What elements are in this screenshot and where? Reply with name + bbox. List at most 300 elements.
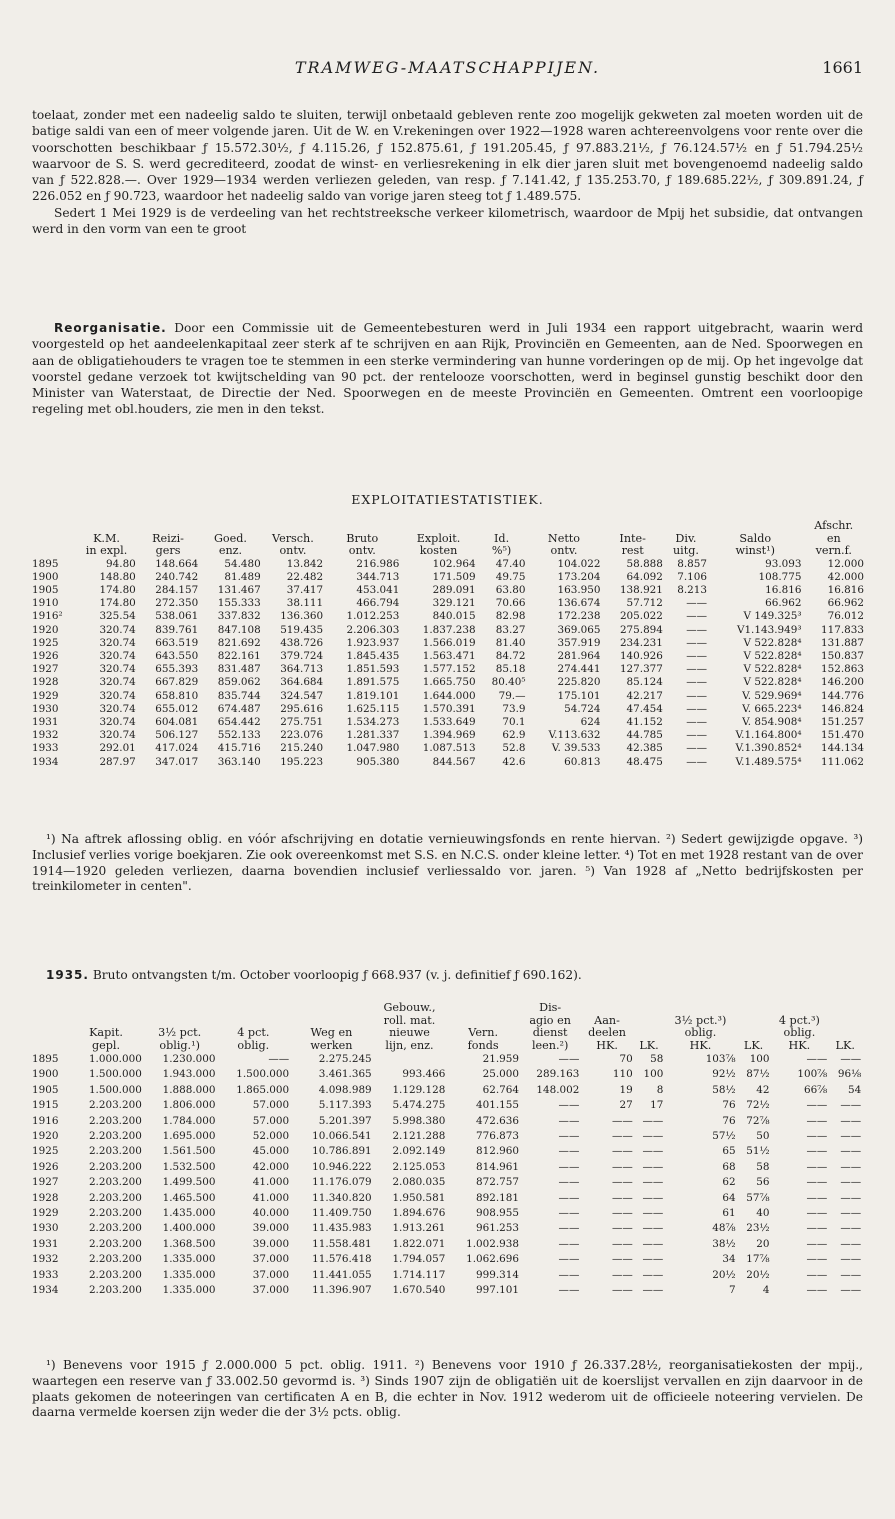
table-cell: 79.— bbox=[498, 689, 526, 702]
table-cell: 151.470 bbox=[821, 729, 864, 742]
table-cell: —— bbox=[840, 1145, 862, 1158]
table-cell: V 522.828⁴ bbox=[743, 663, 802, 676]
table-cell: 1.665.750 bbox=[422, 676, 476, 689]
table-cell: —— bbox=[642, 1222, 664, 1235]
column-header: LK. bbox=[743, 1038, 764, 1052]
table-cell: 844.567 bbox=[432, 755, 476, 768]
exploitation-statistics-table bbox=[31, 520, 865, 769]
table-cell: 52.000 bbox=[252, 1130, 290, 1143]
table-cell: 151.257 bbox=[821, 715, 864, 728]
table-cell: 51½ bbox=[746, 1145, 770, 1158]
table-cell: 155.333 bbox=[217, 597, 261, 610]
table-cell: 225.820 bbox=[557, 676, 601, 689]
table-cell: 37.000 bbox=[252, 1284, 290, 1297]
table-cell: 8 bbox=[656, 1083, 664, 1096]
column-header bbox=[290, 1002, 373, 1015]
table-cell: V1.143.949³ bbox=[736, 623, 802, 636]
year-cell: 1931 bbox=[32, 715, 59, 728]
table-cell: 66.962 bbox=[765, 597, 802, 610]
table-cell: —— bbox=[806, 1284, 828, 1297]
column-header bbox=[828, 1027, 862, 1040]
table-cell: 5.201.397 bbox=[318, 1114, 372, 1127]
table-cell: 325.54 bbox=[99, 610, 136, 623]
table-cell: 42.000 bbox=[827, 570, 864, 583]
table-cell: 140.926 bbox=[619, 649, 663, 662]
capital-footnotes: ¹) Benevens voor 1915 ƒ 2.000.000 5 pct. oblig. 1911. ²) Benevens voor 1910 ƒ 26.337.28½, reorganisatiekosten der mpij., waartegen een reserve van ƒ 33.002.50 gevormd is. ³) Sinds 1907 zijn de obligatiën uit de koerslijst vervallen en zijn daarvoor in de plaats gekomen de noteeringen van certificaten A en B, die echter in Nov. 1912 wederom uit de officieele noteering vervielen. De daarna vermelde koersen zijn weder die der 3½ pcts. oblig. bbox=[32, 1358, 863, 1420]
table-cell: 1.335.000 bbox=[162, 1268, 216, 1281]
intro-paragraph-2: Sedert 1 Mei 1929 is de verdeeling van het rechtstreeksche verkeer kilometrisch, waardoor de Mpij het subsidie, dat ontvangen werd in den vorm van een te groot bbox=[32, 205, 863, 237]
year-cell: 1926 bbox=[32, 1160, 59, 1173]
column-header: HK. bbox=[689, 1038, 712, 1052]
table-cell: 272.350 bbox=[155, 597, 199, 610]
table-cell: 92½ bbox=[712, 1068, 736, 1081]
table-cell: 66.962 bbox=[827, 597, 864, 610]
table-cell: 20 bbox=[756, 1237, 770, 1250]
table-cell: 70.66 bbox=[495, 597, 526, 610]
table-cell: 22.482 bbox=[286, 570, 324, 583]
table-cell: 20½ bbox=[712, 1268, 736, 1281]
table-cell: 82.98 bbox=[495, 610, 526, 623]
table-cell: —— bbox=[840, 1130, 862, 1143]
column-header bbox=[31, 1002, 69, 1015]
table-cell: 11.176.079 bbox=[312, 1176, 372, 1189]
table-cell: 538.061 bbox=[155, 610, 199, 623]
table-cell: 10.786.891 bbox=[312, 1145, 372, 1158]
table-cell: 324.547 bbox=[280, 689, 324, 702]
table-cell: V.1.489.575⁴ bbox=[735, 755, 802, 768]
table-cell: 363.140 bbox=[217, 755, 261, 768]
table-cell: 2.275.245 bbox=[318, 1053, 372, 1065]
year-cell: 1929 bbox=[32, 1207, 59, 1220]
table-cell: 519.435 bbox=[280, 623, 324, 636]
table-cell: —— bbox=[611, 1237, 633, 1250]
table-cell: 44.785 bbox=[626, 729, 663, 742]
table-cell: —— bbox=[558, 1268, 580, 1281]
table-cell: 2.203.200 bbox=[88, 1114, 142, 1127]
table-cell: 552.133 bbox=[217, 729, 261, 742]
table-cell: 822.161 bbox=[217, 649, 261, 662]
table-cell: 103⅞ bbox=[705, 1053, 736, 1065]
table-cell: 57.000 bbox=[252, 1114, 290, 1127]
table-cell: 38.111 bbox=[286, 597, 324, 610]
table-cell: 8.213 bbox=[677, 583, 707, 596]
table-row bbox=[31, 571, 865, 584]
year-cell: 1920 bbox=[32, 1130, 59, 1143]
table-cell: 40 bbox=[756, 1207, 770, 1220]
table-cell: 1.000.000 bbox=[88, 1053, 142, 1065]
note-1935-text: Bruto ontvangsten t/m. October voorloopig ƒ 668.937 (v. j. definitief ƒ 690.162). bbox=[92, 968, 582, 982]
column-header: Versch. bbox=[272, 531, 314, 545]
column-header bbox=[137, 520, 199, 533]
table-cell: 1.047.980 bbox=[346, 742, 400, 755]
table-cell: 81.489 bbox=[224, 570, 261, 583]
column-header bbox=[262, 520, 324, 533]
column-header bbox=[69, 1002, 143, 1015]
table-cell: 11.435.983 bbox=[312, 1222, 372, 1235]
table-cell: 144.134 bbox=[821, 742, 864, 755]
table-cell: 329.121 bbox=[432, 597, 476, 610]
table-cell: —— bbox=[840, 1207, 862, 1220]
column-header: Weg en bbox=[310, 1026, 353, 1039]
capital-header-row bbox=[31, 1002, 865, 1015]
column-header: roll. mat. bbox=[383, 1013, 436, 1027]
table-cell: 62.764 bbox=[482, 1083, 519, 1096]
table-cell: 42.6 bbox=[502, 755, 526, 768]
table-cell: 1.563.471 bbox=[422, 649, 476, 662]
column-header: werken bbox=[310, 1038, 353, 1052]
table-row bbox=[31, 756, 865, 769]
table-cell: 1.002.938 bbox=[466, 1237, 519, 1250]
table-cell: 2.203.200 bbox=[88, 1145, 142, 1158]
table-cell: —— bbox=[806, 1176, 828, 1189]
table-cell: —— bbox=[611, 1284, 633, 1297]
table-cell: —— bbox=[611, 1130, 633, 1143]
table-cell: 604.081 bbox=[155, 715, 199, 728]
table-cell: —— bbox=[642, 1253, 664, 1266]
table-row bbox=[31, 597, 865, 610]
table-cell: —— bbox=[558, 1114, 580, 1127]
table-cell: 127.377 bbox=[619, 663, 663, 676]
table-cell: 87½ bbox=[746, 1068, 770, 1081]
table-cell: 1.644.000 bbox=[422, 689, 476, 702]
table-row bbox=[31, 1052, 865, 1067]
running-header bbox=[0, 58, 895, 82]
table-cell: 812.960 bbox=[476, 1145, 519, 1158]
table-cell: —— bbox=[840, 1191, 862, 1204]
table-row bbox=[31, 1252, 865, 1267]
table-cell: 76 bbox=[722, 1099, 736, 1112]
page-number: 1661 bbox=[822, 58, 863, 77]
table-cell: —— bbox=[686, 663, 707, 676]
table-cell: —— bbox=[840, 1099, 862, 1112]
table-row bbox=[31, 1175, 865, 1190]
table-cell: 908.955 bbox=[476, 1207, 519, 1220]
table-cell: 37.417 bbox=[286, 583, 324, 596]
table-cell: 655.012 bbox=[155, 702, 199, 715]
table-cell: 148.80 bbox=[99, 570, 136, 583]
table-cell: —— bbox=[840, 1222, 862, 1235]
table-row bbox=[31, 1237, 865, 1252]
table-cell: —— bbox=[806, 1191, 828, 1204]
table-cell: 57.712 bbox=[626, 597, 663, 610]
table-cell: 144.776 bbox=[821, 689, 864, 702]
column-header bbox=[31, 1015, 69, 1028]
table-cell: 54.480 bbox=[224, 557, 261, 570]
table-cell: 117.833 bbox=[821, 623, 864, 636]
table-cell: 12.000 bbox=[827, 557, 864, 570]
column-header: HK. bbox=[788, 1038, 811, 1052]
table-cell: 54.724 bbox=[564, 702, 601, 715]
table-cell: 17 bbox=[650, 1099, 664, 1112]
table-cell: 96⅛ bbox=[837, 1068, 862, 1081]
column-header: 4 pct. bbox=[237, 1026, 270, 1039]
table-cell: 42.217 bbox=[626, 689, 663, 702]
table-row bbox=[31, 1067, 865, 1082]
table-cell: 13.842 bbox=[286, 557, 324, 570]
table-cell: 1.561.500 bbox=[162, 1145, 216, 1158]
year-cell: 1933 bbox=[32, 742, 59, 755]
table-cell: 10.066.541 bbox=[312, 1130, 372, 1143]
year-cell: 1926 bbox=[32, 649, 59, 662]
table-cell: 57.000 bbox=[252, 1099, 290, 1112]
table-cell: V 522.828⁴ bbox=[743, 649, 802, 662]
table-cell: 175.101 bbox=[557, 689, 601, 702]
column-header: leen.²) bbox=[531, 1038, 569, 1052]
table-cell: —— bbox=[642, 1145, 664, 1158]
reorganisation-heading: Reorganisatie. bbox=[54, 321, 167, 335]
table-cell: 42.385 bbox=[626, 742, 663, 755]
column-header: winst¹) bbox=[735, 544, 775, 557]
table-cell: 320.74 bbox=[99, 649, 136, 662]
table-cell: 52.8 bbox=[502, 742, 526, 755]
table-row bbox=[31, 1191, 865, 1206]
table-cell: 25.000 bbox=[482, 1068, 519, 1081]
table-cell: 320.74 bbox=[99, 689, 136, 702]
table-cell: V.1.164.800⁴ bbox=[735, 729, 802, 742]
year-cell: 1930 bbox=[32, 1222, 59, 1235]
table-cell: 76 bbox=[722, 1114, 736, 1127]
table-row bbox=[31, 610, 865, 623]
table-cell: —— bbox=[686, 636, 707, 649]
column-header: dienst bbox=[532, 1026, 568, 1039]
intro-section bbox=[32, 107, 863, 237]
table-cell: 41.000 bbox=[252, 1191, 290, 1204]
table-cell: —— bbox=[642, 1130, 664, 1143]
table-cell: 2.203.200 bbox=[88, 1160, 142, 1173]
table-cell: 438.726 bbox=[280, 636, 324, 649]
table-cell: 47.40 bbox=[495, 557, 526, 570]
column-header: kosten bbox=[419, 544, 458, 557]
table-cell: 379.724 bbox=[280, 649, 324, 662]
table-cell: 41.152 bbox=[626, 715, 663, 728]
table-cell: —— bbox=[558, 1222, 580, 1235]
column-header bbox=[31, 533, 76, 546]
table-cell: 173.204 bbox=[557, 570, 601, 583]
table-cell: —— bbox=[642, 1114, 664, 1127]
table-cell: —— bbox=[686, 715, 707, 728]
table-cell: 72½ bbox=[746, 1099, 770, 1112]
table-cell: 27 bbox=[619, 1099, 633, 1112]
capital-table bbox=[31, 1002, 865, 1299]
table-cell: —— bbox=[558, 1145, 580, 1158]
table-cell: 7.106 bbox=[677, 570, 707, 583]
table-cell: 320.74 bbox=[99, 676, 136, 689]
year-cell: 1930 bbox=[32, 702, 59, 715]
column-header bbox=[737, 1027, 771, 1040]
exploitation-footnotes: ¹) Na aftrek aflossing oblig. en vóór afschrijving en dotatie vernieuwingsfonds en rente hiervan. ²) Sedert gewijzigde opgave. ³) Inclusief verlies vorige boekjaren. Zie ook overeenkomst met S.S. en N.C.S. onder kleine letter. ⁴) Tot en met 1928 restant van de over 1914—1920 geleden verliezen, daarna bovendien inclusief verliessaldo vor. jaren. ⁵) Van 1928 af „Netto bedrijfskosten per treinkilometer in centen". bbox=[32, 832, 863, 894]
table-cell: 49.75 bbox=[495, 570, 526, 583]
table-cell: 1.894.676 bbox=[392, 1207, 446, 1220]
column-header: LK. bbox=[639, 1038, 659, 1052]
table-cell: 16.816 bbox=[765, 583, 802, 596]
table-cell: —— bbox=[686, 623, 707, 636]
year-cell: 1927 bbox=[32, 1176, 59, 1189]
year-cell: 1920 bbox=[32, 623, 59, 636]
year-cell: 1933 bbox=[32, 1268, 59, 1281]
column-header bbox=[400, 520, 476, 533]
table-cell: V 522.828⁴ bbox=[743, 636, 802, 649]
table-cell: —— bbox=[558, 1207, 580, 1220]
exploitation-table-title: EXPLOITATIESTATISTIEK. bbox=[351, 492, 544, 507]
table-cell: 2.203.200 bbox=[88, 1253, 142, 1266]
table-cell: —— bbox=[840, 1268, 862, 1281]
table-cell: 275.894 bbox=[619, 623, 663, 636]
column-header bbox=[862, 1040, 865, 1053]
year-cell: 1905 bbox=[32, 583, 59, 596]
table-cell: 85.124 bbox=[626, 676, 663, 689]
capital-header-row bbox=[31, 1040, 865, 1053]
column-header: Saldo bbox=[739, 531, 772, 545]
table-cell: 284.157 bbox=[155, 583, 199, 596]
table-cell: 1.923.937 bbox=[346, 636, 400, 649]
table-cell: —— bbox=[642, 1191, 664, 1204]
table-cell: —— bbox=[840, 1053, 862, 1065]
table-cell: 1.230.000 bbox=[162, 1053, 216, 1065]
table-row bbox=[31, 624, 865, 637]
table-cell: V.1.390.852⁴ bbox=[735, 742, 802, 755]
table-cell: —— bbox=[611, 1176, 633, 1189]
table-cell: 174.80 bbox=[99, 597, 136, 610]
table-cell: 42 bbox=[756, 1083, 770, 1096]
exploitation-header-row bbox=[31, 520, 865, 533]
column-header bbox=[143, 1002, 217, 1015]
table-cell: 415.716 bbox=[217, 742, 261, 755]
table-cell: 163.950 bbox=[557, 583, 601, 596]
year-cell: 1928 bbox=[32, 1191, 59, 1204]
column-header: Aan- bbox=[594, 1013, 620, 1027]
table-cell: 1.465.500 bbox=[162, 1191, 216, 1204]
table-cell: 2.203.200 bbox=[88, 1176, 142, 1189]
column-header bbox=[216, 1002, 290, 1015]
table-cell: 131.887 bbox=[821, 636, 864, 649]
table-row bbox=[31, 1098, 865, 1113]
column-header bbox=[664, 1002, 736, 1015]
table-cell: 240.742 bbox=[155, 570, 199, 583]
table-cell: 993.466 bbox=[402, 1068, 446, 1081]
table-cell: 54 bbox=[847, 1083, 862, 1096]
table-cell: 1.394.969 bbox=[422, 729, 476, 742]
table-cell: 1.499.500 bbox=[162, 1176, 216, 1189]
table-cell: V.113.632 bbox=[548, 729, 601, 742]
column-header bbox=[580, 1002, 633, 1015]
table-cell: —— bbox=[642, 1268, 664, 1281]
table-cell: —— bbox=[806, 1207, 828, 1220]
column-header bbox=[76, 520, 137, 533]
column-header: Vern. bbox=[468, 1026, 499, 1039]
table-cell: 70 bbox=[619, 1053, 633, 1065]
table-cell: 1.784.000 bbox=[162, 1114, 216, 1127]
column-header: ontv. bbox=[348, 544, 376, 557]
table-cell: 66⅞ bbox=[803, 1083, 828, 1096]
table-cell: —— bbox=[642, 1160, 664, 1173]
column-header bbox=[862, 1027, 865, 1040]
intro-paragraph: toelaat, zonder met een nadeelig saldo te sluiten, terwijl onbetaald gebleven rente zoo mogelijk gekweten zal moeten worden uit de batige saldi van een of meer volgende jaren. Uit de W. en V.rekeningen over 1922—1928 waren achtereenvolgens voor rente over die voorschotten beschikbaar ƒ 15.572.30½, ƒ 4.115.26, ƒ 152.875.61, ƒ 191.205.45, ƒ 97.883.21½, ƒ 76.124.57½ en ƒ 51.794.25½ waarvoor de S. S. werd gecrediteerd, zoodat de winst- en verliesrekening in elk dier jaren sluit met bovengenoemd nadeelig saldo van ƒ 522.828.—. Over 1929—1934 werden verliezen geleden, van resp. ƒ 7.141.42, ƒ 135.253.70, ƒ 189.685.22½, ƒ 309.891.24, ƒ 226.052 en ƒ 90.723, waardoor het nadeelig saldo van vorige jaren steeg tot ƒ 1.489.575. bbox=[32, 108, 863, 204]
table-cell: 1.865.000 bbox=[236, 1083, 290, 1096]
table-cell: 658.810 bbox=[155, 689, 199, 702]
note-1935-label: 1935. bbox=[46, 968, 89, 982]
table-cell: —— bbox=[558, 1099, 580, 1112]
table-cell: 39.000 bbox=[252, 1222, 290, 1235]
table-cell: 320.74 bbox=[99, 729, 136, 742]
table-row bbox=[31, 637, 865, 650]
table-cell: 58 bbox=[650, 1053, 664, 1065]
table-row bbox=[31, 1268, 865, 1283]
table-cell: 667.829 bbox=[155, 676, 199, 689]
column-header: K.M. bbox=[93, 531, 120, 545]
table-cell: 839.761 bbox=[155, 623, 199, 636]
table-cell: 152.863 bbox=[821, 663, 864, 676]
capital-header-row bbox=[31, 1015, 865, 1028]
table-cell: 100⅞ bbox=[797, 1068, 828, 1081]
table-cell: 4.098.989 bbox=[318, 1083, 372, 1096]
table-cell bbox=[373, 1052, 447, 1067]
year-cell: 1895 bbox=[32, 1053, 59, 1065]
table-cell: 17⅞ bbox=[746, 1253, 770, 1266]
table-cell: —— bbox=[686, 597, 707, 610]
table-cell: —— bbox=[806, 1253, 828, 1266]
year-cell: 1916² bbox=[32, 610, 63, 623]
table-cell: 840.015 bbox=[432, 610, 476, 623]
table-cell: 148.002 bbox=[536, 1083, 580, 1096]
table-cell: —— bbox=[806, 1222, 828, 1235]
exploitation-notes bbox=[32, 832, 863, 895]
table-cell: 108.775 bbox=[758, 570, 802, 583]
column-header: Kapit. bbox=[89, 1026, 123, 1039]
table-cell: 872.757 bbox=[476, 1176, 519, 1189]
column-header bbox=[828, 1002, 862, 1015]
note-1935 bbox=[32, 968, 863, 984]
table-cell: 83.27 bbox=[495, 623, 526, 636]
table-cell: 72⅞ bbox=[746, 1114, 770, 1127]
table-cell: 401.155 bbox=[476, 1099, 519, 1112]
table-cell: 347.017 bbox=[155, 755, 199, 768]
table-cell: 174.80 bbox=[99, 583, 136, 596]
table-cell: 506.127 bbox=[155, 729, 199, 742]
table-cell: 48⅞ bbox=[712, 1222, 736, 1235]
table-row bbox=[31, 650, 865, 663]
column-header: Id. bbox=[493, 531, 510, 545]
table-cell: —— bbox=[806, 1145, 828, 1158]
table-cell: 61 bbox=[722, 1207, 736, 1220]
column-header: deelen bbox=[588, 1026, 626, 1039]
table-cell: 320.74 bbox=[99, 623, 136, 636]
table-cell: 859.062 bbox=[217, 676, 261, 689]
table-cell: 1.281.337 bbox=[346, 729, 400, 742]
column-header: Exploit. bbox=[416, 531, 461, 545]
table-row bbox=[31, 703, 865, 716]
table-cell: —— bbox=[611, 1191, 633, 1204]
year-cell: 1929 bbox=[32, 689, 59, 702]
table-row bbox=[31, 1129, 865, 1144]
table-cell: 1.335.000 bbox=[162, 1284, 216, 1297]
table-cell: 1.335.000 bbox=[162, 1253, 216, 1266]
table-cell: —— bbox=[611, 1253, 633, 1266]
column-header: HK. bbox=[596, 1038, 618, 1052]
table-cell: 1.670.540 bbox=[392, 1284, 446, 1297]
column-header bbox=[477, 520, 527, 533]
table-cell: 289.163 bbox=[536, 1068, 580, 1081]
table-cell: 655.393 bbox=[155, 663, 199, 676]
table-cell: 81.40 bbox=[495, 636, 526, 649]
table-cell: —— bbox=[611, 1207, 633, 1220]
table-cell: 2.203.200 bbox=[88, 1191, 142, 1204]
year-cell: 1931 bbox=[32, 1237, 59, 1250]
table-cell: 57½ bbox=[712, 1130, 736, 1143]
table-cell: —— bbox=[840, 1176, 862, 1189]
table-cell: 674.487 bbox=[217, 702, 261, 715]
year-cell: 1925 bbox=[32, 636, 59, 649]
table-cell: —— bbox=[642, 1176, 664, 1189]
